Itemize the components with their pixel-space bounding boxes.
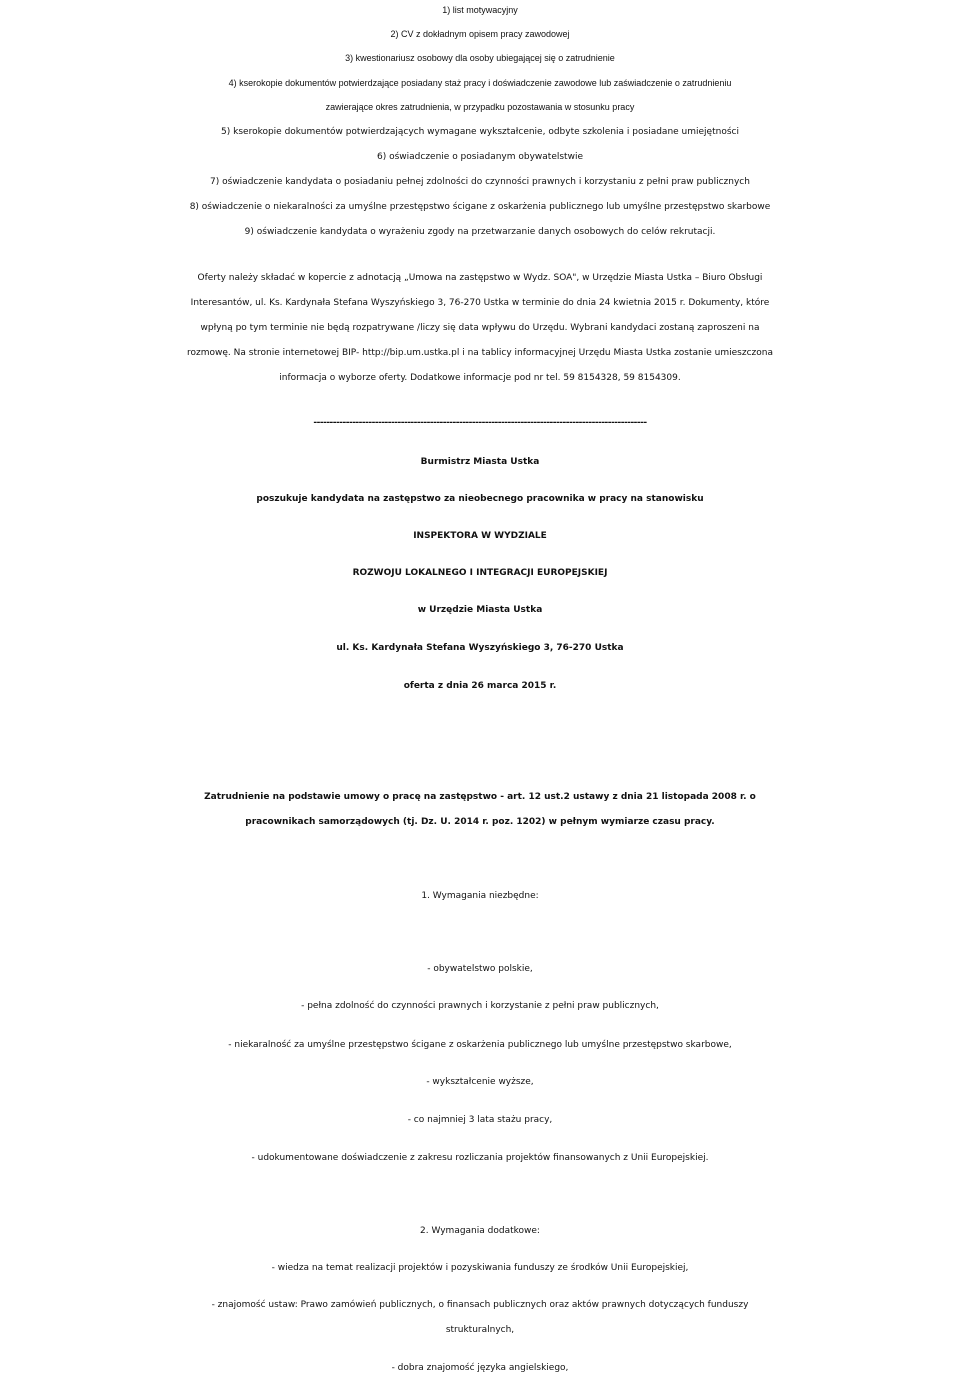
additional-item-2-cont: strukturalnych, <box>445 1325 515 1335</box>
list-item-1: 1) list motywacyjny <box>442 5 518 15</box>
offers-line-2: Interesantów, ul. Ks. Kardynała Stefana Wyszyńskiego 3, 76-270 Ustka w terminie do dnia 24 kwietnia 2015 r. Dokumenty, które <box>190 298 770 308</box>
required-heading: 1. Wymagania niezbędne: <box>421 891 539 901</box>
office-name: w Urzędzie Miasta Ustka <box>417 605 543 615</box>
additional-item-1: - wiedza na temat realizacji projektów i pozyskiwania funduszy ze środków Unii Europejskiej, <box>271 1263 689 1273</box>
position-title-1: INSPEKTORA W WYDZIALE <box>413 531 547 541</box>
separator-line: ------------------------------------------------------------------------------------------------------- <box>313 418 647 428</box>
offers-line-3: wpłyną po tym terminie nie będą rozpatrywane /liczy się data wpływu do Urzędu. Wybrani kandydaci zostaną zaproszeni na <box>200 323 760 333</box>
list-item-5: 5) kserokopie dokumentów potwierdzających wymagane wykształcenie, odbyte szkolenia i posiadane umiejętności <box>221 127 739 137</box>
list-item-9: 9) oświadczenie kandydata o wyrażeniu zgody na przetwarzanie danych osobowych do celów rekrutacji. <box>244 227 716 237</box>
list-item-2: 2) CV z dokładnym opisem pracy zawodowej <box>390 29 570 39</box>
additional-heading: 2. Wymagania dodatkowe: <box>420 1226 540 1236</box>
required-item-5: - co najmniej 3 lata stażu pracy, <box>407 1115 553 1125</box>
additional-item-3: - dobra znajomość języka angielskiego, <box>391 1363 569 1373</box>
additional-item-2: - znajomość ustaw: Prawo zamówień publicznych, o finansach publicznych oraz aktów prawnych dotyczących funduszy <box>211 1300 749 1310</box>
required-item-6: - udokumentowane doświadczenie z zakresu rozliczania projektów finansowanych z Unii Europejskiej. <box>251 1153 709 1163</box>
list-item-4-cont: zawierające okres zatrudnienia, w przypadku pozostawania w stosunku pracy <box>325 102 635 112</box>
offers-line-5: informacja o wyborze oferty. Dodatkowe informacje pod nr tel. 59 8154328, 59 8154309. <box>279 373 681 383</box>
offers-line-4: rozmowę. Na stronie internetowej BIP- http://bip.um.ustka.pl i na tablicy informacyjnej Urzędu Miasta Ustka zostanie umieszczona <box>187 348 773 358</box>
required-item-4: - wykształcenie wyższe, <box>426 1077 534 1087</box>
employment-basis-2: pracownikach samorządowych (tj. Dz. U. 2014 r. poz. 1202) w pełnym wymiarze czasu pracy. <box>245 817 715 827</box>
list-item-8: 8) oświadczenie o niekaralności za umyślne przestępstwo ścigane z oskarżenia publicznego lub umyślne przestępstwo skarbowe <box>189 202 771 212</box>
required-item-2: - pełna zdolność do czynności prawnych i korzystanie z pełni praw publicznych, <box>301 1001 659 1011</box>
list-item-6: 6) oświadczenie o posiadanym obywatelstwie <box>377 152 583 162</box>
employment-basis-1: Zatrudnienie na podstawie umowy o pracę na zastępstwo - art. 12 ust.2 ustawy z dnia 21 listopada 2008 r. o <box>204 792 756 802</box>
seeks-candidate: poszukuje kandydata na zastępstwo za nieobecnego pracownika w pracy na stanowisku <box>256 494 704 504</box>
list-item-3: 3) kwestionariusz osobowy dla osoby ubiegającej się o zatrudnienie <box>345 53 615 63</box>
required-item-3: - niekaralność za umyślne przestępstwo ścigane z oskarżenia publicznego lub umyślne przestępstwo skarbowe, <box>228 1040 732 1050</box>
position-title-2: ROZWOJU LOKALNEGO I INTEGRACJI EUROPEJSKIEJ <box>352 568 608 578</box>
office-address: ul. Ks. Kardynała Stefana Wyszyńskiego 3, 76-270 Ustka <box>336 643 624 653</box>
list-item-7: 7) oświadczenie kandydata o posiadaniu pełnej zdolności do czynności prawnych i korzystaniu z pełni praw publicznych <box>210 177 750 187</box>
offers-line-1: Oferty należy składać w kopercie z adnotacją „Umowa na zastępstwo w Wydz. SOA", w Urzędzie Miasta Ustka – Biuro Obsługi <box>197 273 763 283</box>
offer-date: oferta z dnia 26 marca 2015 r. <box>403 681 557 691</box>
issuer-title: Burmistrz Miasta Ustka <box>420 457 540 467</box>
required-item-1: - obywatelstwo polskie, <box>427 964 533 974</box>
list-item-4: 4) kserokopie dokumentów potwierdzające posiadany staż pracy i doświadczenie zawodowe lub zaświadczenie o zatrudnieniu <box>228 78 732 88</box>
